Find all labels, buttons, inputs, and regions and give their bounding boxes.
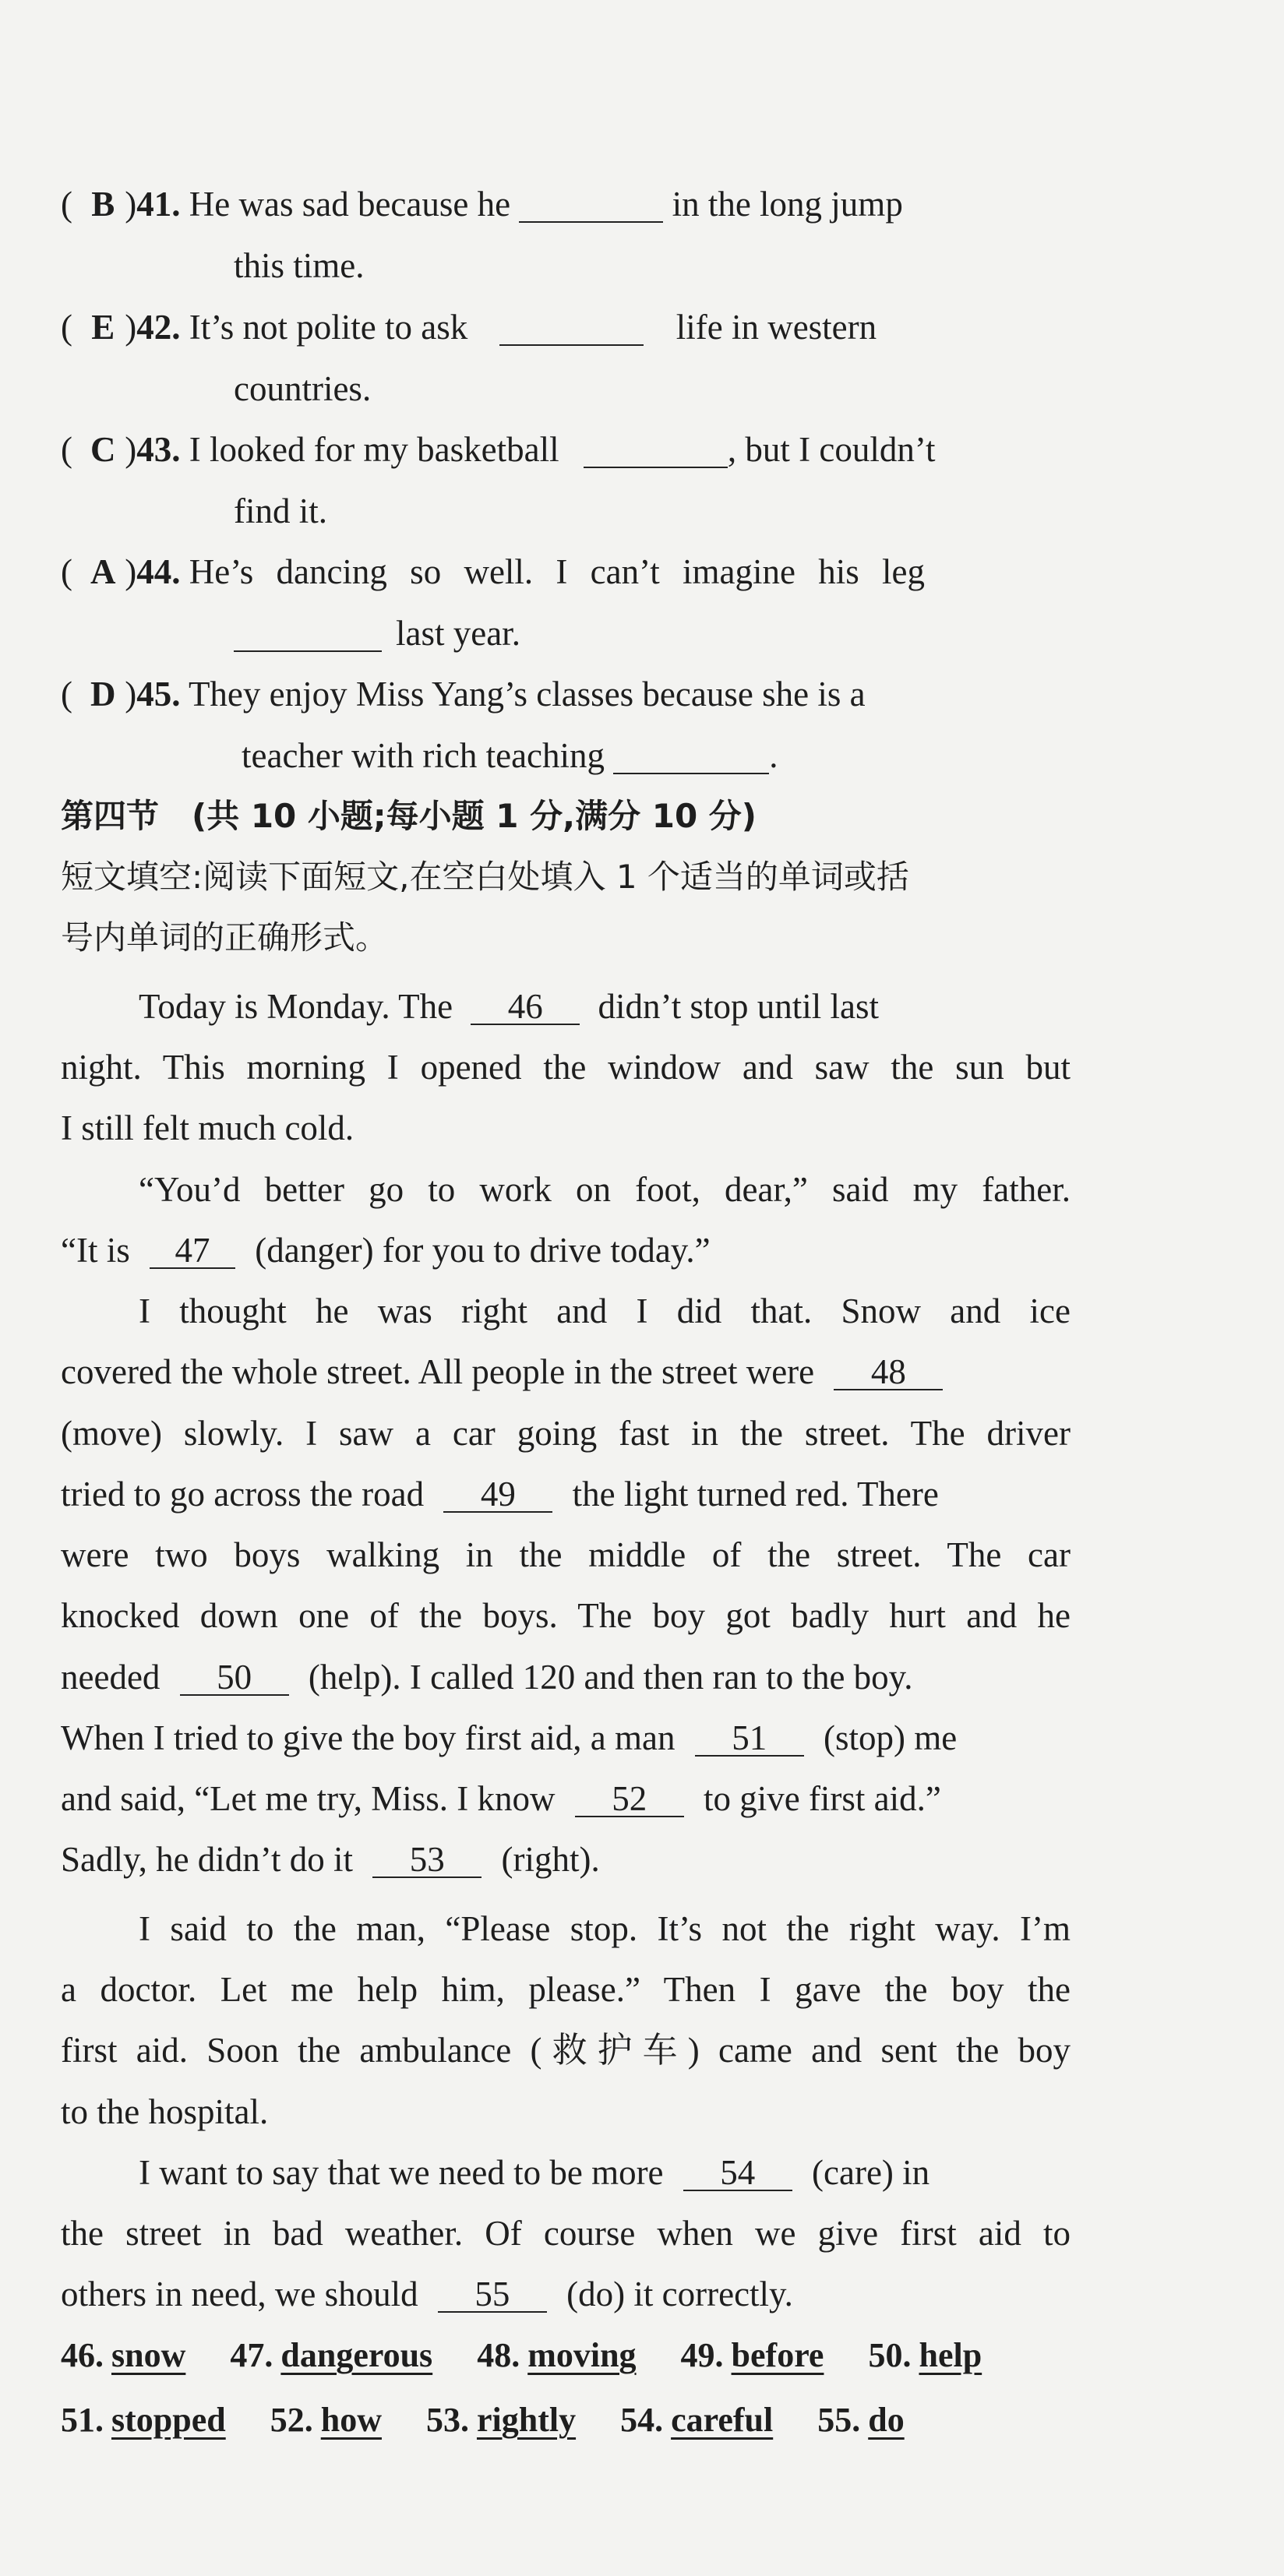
answer-letter: D xyxy=(90,675,116,714)
question-number: 41. xyxy=(136,185,181,224)
passage-line: I said to the man, “Please stop. It’s not the right way. I’m xyxy=(139,1909,1071,1948)
key-number: 52. xyxy=(270,2401,313,2439)
blank-55: 55 xyxy=(438,2271,547,2313)
question-41-cont: this time. xyxy=(234,246,365,285)
passage-line: covered the whole street. All people in the street were 48 xyxy=(61,1348,1071,1395)
key-number: 54. xyxy=(620,2401,664,2439)
answer-letter: C xyxy=(90,430,116,469)
key-number: 46. xyxy=(61,2336,104,2374)
passage-line: first aid. Soon the ambulance (救护车) came and sent the boy xyxy=(61,2031,1071,2070)
question-text: , but I couldn’t xyxy=(727,430,936,469)
question-45-cont xyxy=(242,732,1021,779)
passage-line: (move) slowly. I saw a car going fast in the street. The driver xyxy=(61,1414,1071,1453)
question-text: . xyxy=(769,736,778,775)
question-41: ( B )41. He was sad because he in the long jump xyxy=(61,181,1071,227)
question-42-cont: countries. xyxy=(234,369,372,408)
key-answer: rightly xyxy=(476,2401,577,2439)
question-42: ( E )42. It’s not polite to ask life in western xyxy=(61,304,1071,351)
section-instruction: 号内单词的正确形式。 xyxy=(61,918,389,957)
question-text: It’s not polite to ask xyxy=(189,308,468,347)
question-43-cont: find it. xyxy=(234,492,327,530)
blank-48: 48 xyxy=(834,1348,943,1390)
blank-51: 51 xyxy=(695,1714,804,1757)
blank-46: 46 xyxy=(471,983,580,1025)
question-text: I looked for my basketball xyxy=(189,430,559,469)
answer-blank xyxy=(613,732,769,774)
passage-line: a doctor. Let me help him, please.” Then I gave the boy the xyxy=(61,1970,1071,2009)
passage-line: needed 50 (help). I called 120 and then ran to the boy. xyxy=(61,1654,1071,1700)
question-number: 45. xyxy=(136,675,181,714)
key-answer: do xyxy=(868,2401,905,2439)
passage-line: Sadly, he didn’t do it 53 (right). xyxy=(61,1836,1071,1883)
question-text: life in western xyxy=(676,308,877,347)
passage-line: to the hospital. xyxy=(61,2092,269,2131)
key-answer: moving xyxy=(527,2336,637,2374)
passage-line: I still felt much cold. xyxy=(61,1108,355,1147)
passage-line: I thought he was right and I did that. Snow and ice xyxy=(139,1292,1071,1330)
key-number: 47. xyxy=(230,2336,273,2374)
answer-letter: E xyxy=(91,308,115,347)
passage-line: “It is 47 (danger) for you to drive today.” xyxy=(61,1227,1071,1274)
passage-line: When I tried to give the boy first aid, a man 51 (stop) me xyxy=(61,1714,1071,1761)
passage-line: and said, “Let me try, Miss. I know 52 to give first aid.” xyxy=(61,1775,1071,1822)
answer-letter: A xyxy=(90,552,116,591)
answer-blank xyxy=(499,304,644,346)
question-text: in the long jump xyxy=(672,185,903,224)
question-43: ( C )43. I looked for my basketball , but I couldn’t xyxy=(61,426,1071,473)
blank-47: 47 xyxy=(150,1227,235,1269)
passage-line: I want to say that we need to be more 54 (care) in xyxy=(139,2149,1071,2196)
question-45: ( D )45. They enjoy Miss Yang’s classes because she is a xyxy=(61,671,1071,717)
question-number: 43. xyxy=(136,430,181,469)
key-answer: before xyxy=(731,2336,824,2374)
key-number: 50. xyxy=(868,2336,912,2374)
question-44: ( A )44. He’s dancing so well. I can’t imagine his leg xyxy=(61,548,1071,595)
key-number: 53. xyxy=(425,2401,469,2439)
section-title: 第四节 (共 10 小题;每小题 1 分,满分 10 分) xyxy=(61,797,757,835)
key-answer: dangerous xyxy=(280,2336,433,2374)
question-text: last year. xyxy=(396,614,520,653)
passage-line: tried to go across the road 49 the light turned red. There xyxy=(61,1471,1071,1517)
answer-key-row xyxy=(61,2397,940,2444)
passage-line: “You’d better go to work on foot, dear,” said my father. xyxy=(139,1170,1071,1209)
question-number: 44. xyxy=(136,552,181,591)
blank-52: 52 xyxy=(575,1775,684,1817)
blank-50: 50 xyxy=(180,1654,289,1696)
passage-line: the street in bad weather. Of course when we give first aid to xyxy=(61,2214,1071,2253)
blank-54: 54 xyxy=(683,2149,792,2191)
answer-letter: B xyxy=(91,185,115,224)
question-text: teacher with rich teaching xyxy=(242,736,605,775)
key-number: 49. xyxy=(680,2336,724,2374)
answer-blank xyxy=(519,181,663,223)
question-text: They enjoy Miss Yang’s classes because she is a xyxy=(188,675,866,714)
blank-49: 49 xyxy=(443,1471,552,1513)
section-instruction: 短文填空:阅读下面短文,在空白处填入 1 个适当的单词或括 xyxy=(61,858,909,896)
question-text: He’s dancing so well. I can’t imagine his leg xyxy=(189,552,925,591)
passage-line: Today is Monday. The 46 didn’t stop until last xyxy=(139,983,1071,1030)
key-answer: help xyxy=(919,2336,982,2374)
key-answer: stopped xyxy=(111,2401,226,2439)
key-answer: how xyxy=(320,2401,382,2439)
key-number: 55. xyxy=(817,2401,861,2439)
question-text: He was sad because he xyxy=(189,185,511,224)
question-number: 42. xyxy=(136,308,181,347)
question-44-cont xyxy=(234,610,857,657)
passage-line: others in need, we should 55 (do) it correctly. xyxy=(61,2271,1071,2317)
passage-line: knocked down one of the boys. The boy got badly hurt and he xyxy=(61,1596,1071,1635)
key-number: 51. xyxy=(61,2401,104,2439)
blank-53: 53 xyxy=(372,1836,482,1878)
answer-key-row xyxy=(61,2332,1018,2379)
answer-blank xyxy=(584,426,728,468)
answer-blank xyxy=(234,610,382,652)
key-number: 48. xyxy=(477,2336,520,2374)
passage-line: night. This morning I opened the window and saw the sun but xyxy=(61,1048,1071,1087)
key-answer: careful xyxy=(671,2401,774,2439)
passage-line: were two boys walking in the middle of the street. The car xyxy=(61,1535,1071,1574)
key-answer: snow xyxy=(111,2336,186,2374)
